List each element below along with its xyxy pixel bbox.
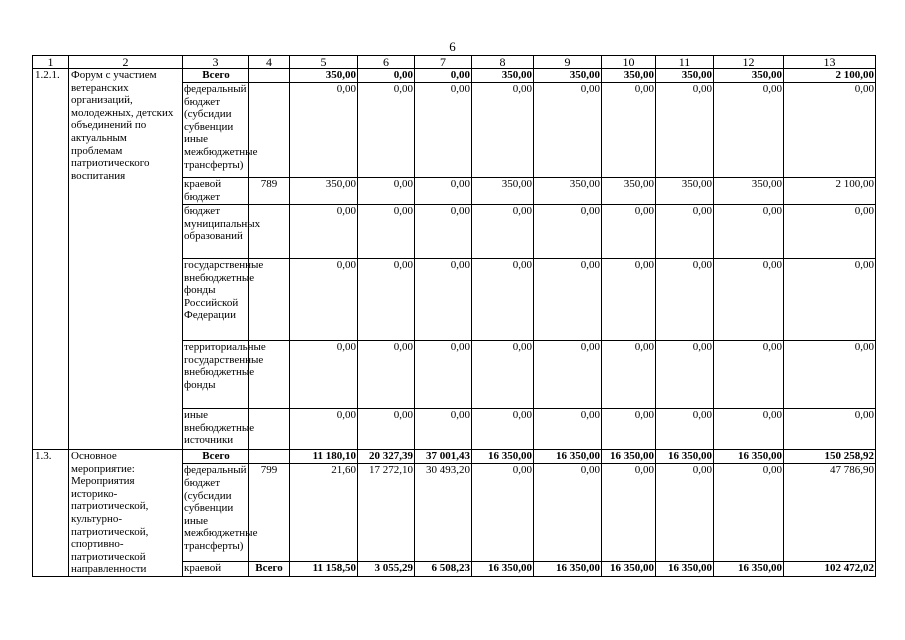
value-cell: 21,60 [290, 464, 358, 562]
value-cell: 0,00 [415, 259, 472, 341]
header-row [33, 56, 876, 69]
value-cell: 0,00 [358, 341, 415, 409]
value-cell: 0,00 [602, 464, 656, 562]
value-cell: 0,00 [358, 178, 415, 205]
value-cell: 350,00 [534, 69, 602, 83]
value-cell: 0,00 [358, 83, 415, 178]
value-cell: 0,00 [656, 464, 714, 562]
value-cell: 6 508,23 [415, 562, 472, 576]
value-cell: 0,00 [290, 83, 358, 178]
budget-code [249, 83, 290, 178]
value-cell: 350,00 [656, 178, 714, 205]
value-cell: 0,00 [602, 83, 656, 178]
value-cell: 0,00 [602, 259, 656, 341]
header-cell: 4 [249, 56, 290, 69]
value-cell: 0,00 [714, 409, 784, 450]
value-cell: 0,00 [714, 205, 784, 259]
value-cell: 0,00 [656, 83, 714, 178]
budget-code [249, 409, 290, 450]
header-cell: 13 [784, 56, 876, 69]
header-cell: 11 [656, 56, 714, 69]
item-description: Форум с участием ветеранских организаций, молодежных, детских объединений по актуальным проблемам патриотического воспитания [69, 69, 183, 450]
value-cell: 0,00 [656, 409, 714, 450]
value-cell: 2 100,00 [784, 69, 876, 83]
value-cell: 350,00 [656, 69, 714, 83]
value-cell: 17 272,10 [358, 464, 415, 562]
value-cell: 16 350,00 [534, 562, 602, 576]
value-cell: 16 350,00 [656, 562, 714, 576]
value-cell: 150 258,92 [784, 450, 876, 464]
value-cell: 0,00 [358, 205, 415, 259]
value-cell: 0,00 [290, 409, 358, 450]
value-cell: 11 158,50 [290, 562, 358, 576]
value-cell: 0,00 [602, 205, 656, 259]
header-cell: 3 [183, 56, 249, 69]
value-cell: 0,00 [534, 341, 602, 409]
value-cell: 350,00 [290, 178, 358, 205]
header-cell: 9 [534, 56, 602, 69]
value-cell: 0,00 [358, 69, 415, 83]
table-row [33, 69, 876, 83]
value-cell: 0,00 [714, 259, 784, 341]
value-cell: 350,00 [290, 69, 358, 83]
value-cell: 350,00 [602, 69, 656, 83]
value-cell: 0,00 [656, 341, 714, 409]
value-cell: 0,00 [290, 205, 358, 259]
value-cell: 0,00 [602, 409, 656, 450]
value-cell: 16 350,00 [602, 450, 656, 464]
value-cell: 350,00 [602, 178, 656, 205]
table-row [33, 450, 876, 464]
value-cell: 16 350,00 [472, 450, 534, 464]
header-cell: 8 [472, 56, 534, 69]
value-cell: 0,00 [290, 341, 358, 409]
value-cell: 0,00 [656, 259, 714, 341]
item-number: 1.3. [33, 450, 69, 577]
item-description: Основное мероприятие: Мероприятия историко-патриотической, культурно-патриотической, спортивно-патриотической направленности [69, 450, 183, 577]
value-cell: 0,00 [472, 259, 534, 341]
funding-source: федеральный бюджет (субсидии субвенции иные межбюджетные трансферты) [183, 83, 249, 178]
value-cell: 0,00 [415, 69, 472, 83]
value-cell: 30 493,20 [415, 464, 472, 562]
value-cell: 0,00 [602, 341, 656, 409]
header-cell: 5 [290, 56, 358, 69]
funding-source: Всего [183, 450, 249, 464]
value-cell: 0,00 [415, 409, 472, 450]
value-cell: 0,00 [534, 83, 602, 178]
funding-source: иные внебюджетные источники [183, 409, 249, 450]
value-cell: 20 327,39 [358, 450, 415, 464]
value-cell: 0,00 [472, 464, 534, 562]
funding-source: Всего [183, 69, 249, 83]
funding-source: краевой бюджет [183, 178, 249, 205]
funding-source: государственные внебюджетные фонды Российской Федерации [183, 259, 249, 341]
header-cell: 2 [69, 56, 183, 69]
value-cell: 350,00 [472, 69, 534, 83]
value-cell: 0,00 [472, 205, 534, 259]
value-cell: 0,00 [714, 464, 784, 562]
header-cell: 1 [33, 56, 69, 69]
item-number: 1.2.1. [33, 69, 69, 450]
value-cell: 102 472,02 [784, 562, 876, 576]
value-cell: 16 350,00 [714, 562, 784, 576]
value-cell: 0,00 [415, 205, 472, 259]
value-cell: 0,00 [714, 341, 784, 409]
value-cell: 0,00 [534, 205, 602, 259]
value-cell: 16 350,00 [714, 450, 784, 464]
value-cell: 0,00 [290, 259, 358, 341]
value-cell: 0,00 [472, 341, 534, 409]
value-cell: 47 786,90 [784, 464, 876, 562]
value-cell: 16 350,00 [602, 562, 656, 576]
value-cell: 0,00 [656, 205, 714, 259]
budget-code [249, 69, 290, 83]
header-cell: 12 [714, 56, 784, 69]
value-cell: 0,00 [534, 464, 602, 562]
value-cell: 0,00 [784, 83, 876, 178]
value-cell: 0,00 [714, 83, 784, 178]
value-cell: 0,00 [358, 259, 415, 341]
page-number: 6 [449, 39, 456, 54]
value-cell: 16 350,00 [472, 562, 534, 576]
budget-code: 789 [249, 178, 290, 205]
value-cell: 350,00 [472, 178, 534, 205]
header-cell: 7 [415, 56, 472, 69]
funding-source: краевой [183, 562, 249, 576]
value-cell: 0,00 [534, 409, 602, 450]
value-cell: 16 350,00 [534, 450, 602, 464]
value-cell: 350,00 [534, 178, 602, 205]
budget-code: Всего [249, 562, 290, 576]
value-cell: 0,00 [415, 341, 472, 409]
value-cell: 0,00 [472, 83, 534, 178]
value-cell: 0,00 [415, 83, 472, 178]
funding-source: федеральный бюджет (субсидии субвенции иные межбюджетные трансферты) [183, 464, 249, 562]
budget-table [32, 55, 876, 577]
funding-source: территориальные государственные внебюджетные фонды [183, 341, 249, 409]
value-cell: 0,00 [358, 409, 415, 450]
funding-source: бюджет муниципальных образований [183, 205, 249, 259]
value-cell: 0,00 [534, 259, 602, 341]
budget-code [249, 450, 290, 464]
budget-code: 799 [249, 464, 290, 562]
value-cell: 37 001,43 [415, 450, 472, 464]
header-cell: 6 [358, 56, 415, 69]
value-cell: 0,00 [784, 341, 876, 409]
value-cell: 2 100,00 [784, 178, 876, 205]
value-cell: 0,00 [784, 409, 876, 450]
header-cell: 10 [602, 56, 656, 69]
value-cell: 3 055,29 [358, 562, 415, 576]
value-cell: 0,00 [784, 205, 876, 259]
value-cell: 350,00 [714, 69, 784, 83]
value-cell: 11 180,10 [290, 450, 358, 464]
value-cell: 350,00 [714, 178, 784, 205]
value-cell: 0,00 [784, 259, 876, 341]
value-cell: 16 350,00 [656, 450, 714, 464]
value-cell: 0,00 [472, 409, 534, 450]
budget-code [249, 205, 290, 259]
value-cell: 0,00 [415, 178, 472, 205]
